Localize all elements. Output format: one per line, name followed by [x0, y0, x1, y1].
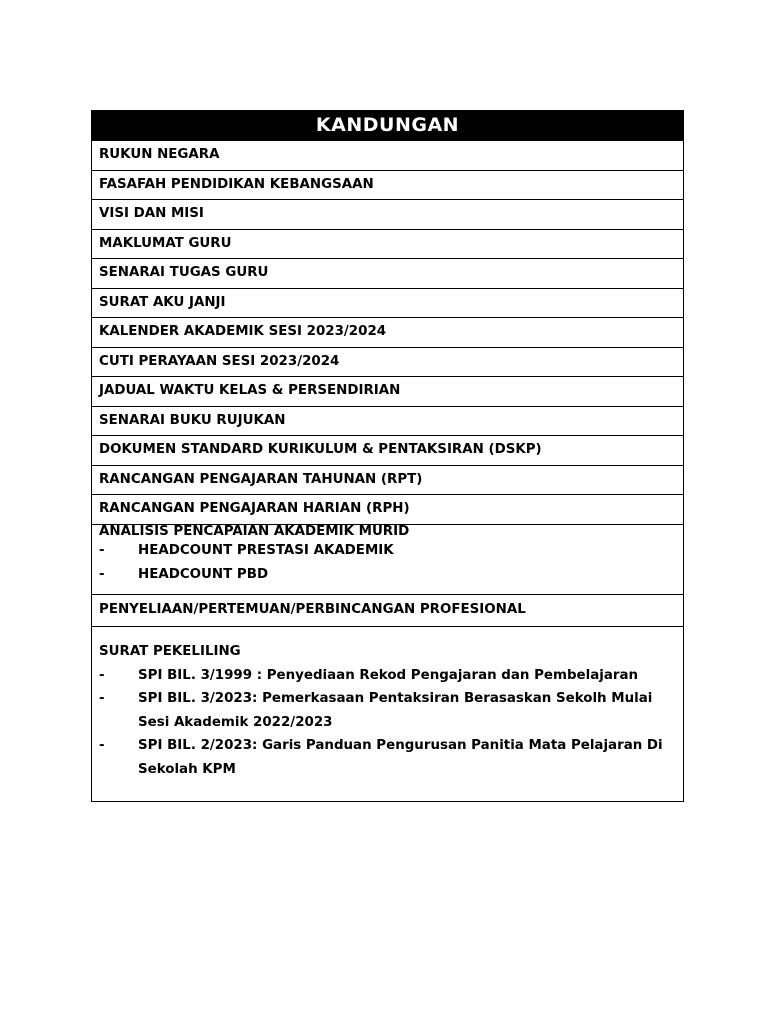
pekeliling-subitem: SPI BIL. 3/2023: Pemerkasaan Pentaksiran Berasaskan Sekolh Mulai Sesi Akademik 2022/2023: [138, 691, 653, 730]
pekeliling-title: SURAT PEKELILING: [99, 643, 241, 659]
toc-item-pekeliling: [92, 626, 683, 801]
toc-item-visi-misi: VISI DAN MISI: [92, 199, 683, 229]
bullet-dash: -: [99, 667, 105, 683]
toc-item-tugas-guru: SENARAI TUGAS GURU: [92, 258, 683, 288]
list-item: [99, 539, 683, 563]
bullet-dash: -: [99, 738, 105, 753]
contents-table: [91, 110, 684, 802]
bullet-dash: -: [99, 691, 105, 706]
toc-item-cuti: CUTI PERAYAAN SESI 2023/2024: [92, 347, 683, 377]
analisis-title: ANALISIS PENCAPAIAN AKADEMIK MURID: [99, 523, 410, 539]
toc-item-aku-janji: SURAT AKU JANJI: [92, 288, 683, 318]
list-item: [99, 687, 675, 734]
list-item: [99, 563, 683, 587]
toc-item-maklumat-guru: MAKLUMAT GURU: [92, 229, 683, 259]
toc-item-rpt: RANCANGAN PENGAJARAN TAHUNAN (RPT): [92, 465, 683, 495]
toc-item-rph: RANCANGAN PENGAJARAN HARIAN (RPH): [92, 494, 683, 524]
list-item: [99, 734, 675, 781]
analisis-subitem: HEADCOUNT PRESTASI AKADEMIK: [138, 542, 394, 558]
toc-item-jadual: JADUAL WAKTU KELAS & PERSENDIRIAN: [92, 376, 683, 406]
pekeliling-subitem: SPI BIL. 3/1999 : Penyediaan Rekod Pengajaran dan Pembelajaran: [138, 667, 639, 683]
toc-item-penyeliaan: PENYELIAAN/PERTEMUAN/PERBINCANGAN PROFESIONAL: [92, 594, 683, 626]
toc-item-dskp: DOKUMEN STANDARD KURIKULUM & PENTAKSIRAN (DSKP): [92, 435, 683, 465]
contents-title: KANDUNGAN: [92, 111, 683, 140]
pekeliling-subitem: SPI BIL. 2/2023: Garis Panduan Pengurusan Panitia Mata Pelajaran Di Sekolah KPM: [138, 738, 663, 777]
bullet-dash: -: [99, 566, 105, 582]
list-item: [99, 664, 675, 688]
analisis-subitem: HEADCOUNT PBD: [138, 566, 269, 582]
bullet-dash: -: [99, 542, 105, 558]
toc-item-falsafah: FASAFAH PENDIDIKAN KEBANGSAAN: [92, 170, 683, 200]
toc-item-kalender: KALENDER AKADEMIK SESI 2023/2024: [92, 317, 683, 347]
toc-item-buku-rujukan: SENARAI BUKU RUJUKAN: [92, 406, 683, 436]
toc-item-rukun-negara: RUKUN NEGARA: [92, 140, 683, 170]
toc-item-analisis: [92, 524, 683, 594]
